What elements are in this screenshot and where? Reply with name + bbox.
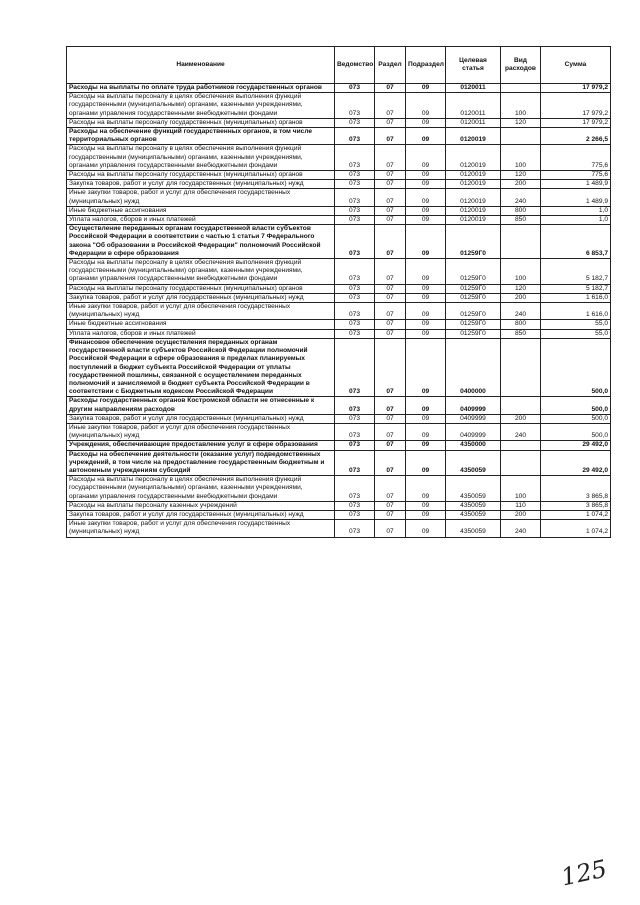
cell-section: 07 (375, 476, 406, 502)
cell-sum: 1 074,2 (541, 520, 611, 537)
cell-name: Закупка товаров, работ и услуг для государственных (муниципальных) нужд (67, 510, 335, 519)
cell-department: 073 (335, 171, 375, 180)
table-row (67, 225, 611, 259)
cell-name: Закупка товаров, работ и услуг для государственных (муниципальных) нужд (67, 293, 335, 302)
table-row (67, 180, 611, 189)
cell-sum: 29 492,0 (541, 441, 611, 450)
cell-name: Финансовое обеспечение осуществления переданных органам государственной власти субъектов Российской Федерации полномочий Российской Федерации в сфере образования в пределах планируемых поступлений в бюджет субъекта Российской Федерации от уплаты государственной пошлины, связанной с осуществлением переданных полномочий и зачисляемой в бюджет субъекта Российской Федерации в соответствии с Бюджетным кодексом Российской Федерации (67, 338, 335, 396)
cell-section: 07 (375, 338, 406, 396)
cell-sum: 500,0 (541, 423, 611, 440)
cell-subsection: 09 (406, 450, 446, 476)
cell-department: 073 (335, 128, 375, 145)
cell-section: 07 (375, 284, 406, 293)
cell-section: 07 (375, 414, 406, 423)
cell-subsection: 09 (406, 118, 446, 127)
cell-target: 0120011 (446, 93, 501, 119)
cell-department: 073 (335, 320, 375, 329)
cell-sum: 1 616,0 (541, 293, 611, 302)
cell-target: 4350059 (446, 520, 501, 537)
table-row (67, 338, 611, 396)
cell-kind: 800 (501, 206, 541, 215)
cell-target: 4350059 (446, 476, 501, 502)
cell-subsection: 09 (406, 338, 446, 396)
cell-subsection: 09 (406, 293, 446, 302)
cell-target: 01259Г0 (446, 329, 501, 338)
cell-target: 0120019 (446, 128, 501, 145)
cell-target: 0120019 (446, 216, 501, 225)
table-body (67, 84, 611, 538)
cell-section: 07 (375, 206, 406, 215)
cell-section: 07 (375, 501, 406, 510)
cell-sum: 500,0 (541, 397, 611, 414)
cell-sum: 500,0 (541, 414, 611, 423)
cell-section: 07 (375, 293, 406, 302)
cell-kind: 110 (501, 501, 541, 510)
cell-kind: 100 (501, 93, 541, 119)
table-row (67, 93, 611, 119)
cell-section: 07 (375, 441, 406, 450)
cell-section: 07 (375, 171, 406, 180)
cell-section: 07 (375, 259, 406, 285)
cell-subsection: 09 (406, 441, 446, 450)
cell-name: Расходы на выплаты персоналу в целях обеспечения выполнения функций государственными (муниципальными) органами, казенными учреждениями, органами управления государственными внебюджетными фондами (67, 259, 335, 285)
cell-name: Расходы на выплаты по оплате труда работников государственных органов (67, 84, 335, 93)
cell-name: Иные закупки товаров, работ и услуг для обеспечения государственных (муниципальных) нужд (67, 520, 335, 537)
table-row (67, 259, 611, 285)
cell-name: Учреждения, обеспечивающие предоставление услуг в сфере образования (67, 441, 335, 450)
cell-kind: 800 (501, 320, 541, 329)
table-row (67, 293, 611, 302)
cell-kind: 120 (501, 284, 541, 293)
cell-department: 073 (335, 118, 375, 127)
cell-target: 0120011 (446, 84, 501, 93)
cell-name: Закупка товаров, работ и услуг для государственных (муниципальных) нужд (67, 180, 335, 189)
cell-section: 07 (375, 189, 406, 206)
cell-department: 073 (335, 303, 375, 320)
cell-subsection: 09 (406, 510, 446, 519)
header-subsection: Подраздел (406, 47, 446, 84)
cell-name: Уплата налогов, сборов и иных платежей (67, 329, 335, 338)
cell-target: 0120011 (446, 118, 501, 127)
cell-subsection: 09 (406, 520, 446, 537)
cell-target: 0120019 (446, 189, 501, 206)
table-row (67, 84, 611, 93)
cell-subsection: 09 (406, 128, 446, 145)
cell-subsection: 09 (406, 206, 446, 215)
table-row (67, 414, 611, 423)
cell-subsection: 09 (406, 397, 446, 414)
cell-kind (501, 225, 541, 259)
cell-department: 073 (335, 397, 375, 414)
table-row (67, 441, 611, 450)
cell-department: 073 (335, 510, 375, 519)
cell-section: 07 (375, 303, 406, 320)
cell-sum: 5 182,7 (541, 259, 611, 285)
table-row (67, 303, 611, 320)
cell-name: Расходы на обеспечение деятельности (оказание услуг) подведомственных учреждений, в том числе на предоставление государственным бюджетным и автономным учреждениям субсидий (67, 450, 335, 476)
cell-subsection: 09 (406, 329, 446, 338)
cell-kind: 200 (501, 180, 541, 189)
table-row (67, 128, 611, 145)
table-row (67, 510, 611, 519)
cell-name: Расходы на обеспечение функций государственных органов, в том числе территориальных органов (67, 128, 335, 145)
cell-section: 07 (375, 93, 406, 119)
cell-section: 07 (375, 216, 406, 225)
cell-subsection: 09 (406, 225, 446, 259)
cell-department: 073 (335, 329, 375, 338)
cell-department: 073 (335, 441, 375, 450)
cell-kind: 100 (501, 476, 541, 502)
cell-name: Осуществление переданных органам государственной власти субъектов Российской Федерации в соответствии с частью 1 статьи 7 Федерального закона "Об образовании в Российской Федерации" полномочий Российской Федерации в сфере образования (67, 225, 335, 259)
cell-sum: 1,0 (541, 206, 611, 215)
cell-target: 0409999 (446, 414, 501, 423)
cell-kind: 200 (501, 293, 541, 302)
cell-name: Расходы на выплаты персоналу в целях обеспечения выполнения функций государственными (муниципальными) органами, казенными учреждениями, органами управления государственными внебюджетными фондами (67, 145, 335, 171)
cell-sum: 1 074,2 (541, 510, 611, 519)
cell-target: 0409999 (446, 397, 501, 414)
cell-kind: 100 (501, 145, 541, 171)
cell-target: 01259Г0 (446, 284, 501, 293)
cell-sum: 17 979,2 (541, 93, 611, 119)
cell-target: 0120019 (446, 180, 501, 189)
cell-name: Расходы государственных органов Костромской области не отнесенные к другим направлениям расходов (67, 397, 335, 414)
cell-subsection: 09 (406, 189, 446, 206)
cell-department: 073 (335, 520, 375, 537)
cell-sum: 55,0 (541, 320, 611, 329)
cell-target: 01259Г0 (446, 293, 501, 302)
cell-sum: 1,0 (541, 216, 611, 225)
table-header-row (67, 47, 611, 84)
header-target: Целевая статья (446, 47, 501, 84)
header-department: Ведомство (335, 47, 375, 84)
cell-department: 073 (335, 450, 375, 476)
cell-department: 073 (335, 338, 375, 396)
cell-name: Расходы на выплаты персоналу в целях обеспечения выполнения функций государственными (муниципальными) органами, казенными учреждениями, органами управления государственными внебюджетными фондами (67, 476, 335, 502)
table-row (67, 118, 611, 127)
cell-section: 07 (375, 510, 406, 519)
cell-target: 4350059 (446, 450, 501, 476)
cell-subsection: 09 (406, 259, 446, 285)
cell-department: 073 (335, 501, 375, 510)
cell-kind: 240 (501, 303, 541, 320)
cell-target: 0409999 (446, 423, 501, 440)
table-row (67, 171, 611, 180)
table-row (67, 320, 611, 329)
header-sum: Сумма (541, 47, 611, 84)
cell-target: 0120019 (446, 206, 501, 215)
cell-sum: 29 492,0 (541, 450, 611, 476)
cell-department: 073 (335, 414, 375, 423)
cell-sum: 55,0 (541, 329, 611, 338)
handwritten-page-number: 125 (558, 854, 610, 892)
cell-kind: 200 (501, 510, 541, 519)
cell-kind: 240 (501, 423, 541, 440)
cell-department: 073 (335, 206, 375, 215)
cell-section: 07 (375, 329, 406, 338)
table-row (67, 520, 611, 537)
cell-kind: 850 (501, 216, 541, 225)
cell-subsection: 09 (406, 476, 446, 502)
cell-sum: 500,0 (541, 338, 611, 396)
cell-kind: 120 (501, 171, 541, 180)
cell-name: Иные бюджетные ассигнования (67, 206, 335, 215)
cell-department: 073 (335, 476, 375, 502)
cell-subsection: 09 (406, 303, 446, 320)
cell-sum: 2 266,5 (541, 128, 611, 145)
table-row (67, 450, 611, 476)
cell-subsection: 09 (406, 501, 446, 510)
cell-kind: 120 (501, 118, 541, 127)
cell-section: 07 (375, 423, 406, 440)
cell-kind (501, 84, 541, 93)
table-row (67, 423, 611, 440)
cell-kind: 240 (501, 189, 541, 206)
table-row (67, 501, 611, 510)
table-row (67, 189, 611, 206)
cell-department: 073 (335, 284, 375, 293)
cell-department: 073 (335, 216, 375, 225)
table-row (67, 329, 611, 338)
cell-name: Иные закупки товаров, работ и услуг для обеспечения государственных (муниципальных) нужд (67, 303, 335, 320)
cell-name: Иные закупки товаров, работ и услуг для обеспечения государственных (муниципальных) нужд (67, 189, 335, 206)
table-row (67, 476, 611, 502)
cell-target: 4350059 (446, 501, 501, 510)
cell-name: Уплата налогов, сборов и иных платежей (67, 216, 335, 225)
cell-sum: 1 489,9 (541, 180, 611, 189)
table-row (67, 145, 611, 171)
cell-section: 07 (375, 145, 406, 171)
cell-section: 07 (375, 450, 406, 476)
table-row (67, 284, 611, 293)
cell-name: Иные бюджетные ассигнования (67, 320, 335, 329)
cell-subsection: 09 (406, 180, 446, 189)
cell-kind (501, 397, 541, 414)
cell-kind (501, 128, 541, 145)
cell-target: 01259Г0 (446, 225, 501, 259)
cell-department: 073 (335, 145, 375, 171)
cell-subsection: 09 (406, 171, 446, 180)
cell-name: Расходы на выплаты персоналу казенных учреждений (67, 501, 335, 510)
cell-sum: 3 865,8 (541, 501, 611, 510)
cell-subsection: 09 (406, 84, 446, 93)
table-row (67, 206, 611, 215)
cell-department: 073 (335, 84, 375, 93)
cell-target: 0400000 (446, 338, 501, 396)
cell-department: 073 (335, 180, 375, 189)
cell-target: 01259Г0 (446, 303, 501, 320)
cell-target: 4350059 (446, 510, 501, 519)
cell-sum: 1 489,9 (541, 189, 611, 206)
cell-section: 07 (375, 225, 406, 259)
header-name: Наименование (67, 47, 335, 84)
header-kind: Вид расходов (501, 47, 541, 84)
cell-section: 07 (375, 128, 406, 145)
cell-department: 073 (335, 259, 375, 285)
header-section: Раздел (375, 47, 406, 84)
cell-kind: 240 (501, 520, 541, 537)
cell-section: 07 (375, 520, 406, 537)
cell-sum: 6 853,7 (541, 225, 611, 259)
table-row (67, 397, 611, 414)
document-page (66, 46, 610, 538)
cell-name: Расходы на выплаты персоналу государственных (муниципальных) органов (67, 118, 335, 127)
cell-department: 073 (335, 423, 375, 440)
cell-sum: 775,6 (541, 171, 611, 180)
cell-kind: 850 (501, 329, 541, 338)
cell-department: 073 (335, 225, 375, 259)
cell-department: 073 (335, 293, 375, 302)
cell-subsection: 09 (406, 284, 446, 293)
cell-sum: 17 979,2 (541, 84, 611, 93)
cell-sum: 775,6 (541, 145, 611, 171)
cell-sum: 3 865,8 (541, 476, 611, 502)
cell-subsection: 09 (406, 145, 446, 171)
cell-name: Иные закупки товаров, работ и услуг для обеспечения государственных (муниципальных) нужд (67, 423, 335, 440)
cell-section: 07 (375, 118, 406, 127)
budget-table (66, 46, 611, 538)
cell-subsection: 09 (406, 320, 446, 329)
cell-name: Расходы на выплаты персоналу государственных (муниципальных) органов (67, 284, 335, 293)
cell-target: 4350000 (446, 441, 501, 450)
cell-sum: 5 182,7 (541, 284, 611, 293)
cell-section: 07 (375, 180, 406, 189)
cell-subsection: 09 (406, 423, 446, 440)
cell-target: 0120019 (446, 171, 501, 180)
table-row (67, 216, 611, 225)
cell-section: 07 (375, 84, 406, 93)
cell-kind (501, 450, 541, 476)
cell-subsection: 09 (406, 414, 446, 423)
cell-target: 01259Г0 (446, 259, 501, 285)
cell-sum: 17 979,2 (541, 118, 611, 127)
cell-department: 073 (335, 189, 375, 206)
cell-name: Расходы на выплаты персоналу государственных (муниципальных) органов (67, 171, 335, 180)
cell-kind: 100 (501, 259, 541, 285)
cell-department: 073 (335, 93, 375, 119)
cell-kind: 200 (501, 414, 541, 423)
cell-section: 07 (375, 397, 406, 414)
cell-subsection: 09 (406, 216, 446, 225)
cell-kind (501, 441, 541, 450)
cell-target: 0120019 (446, 145, 501, 171)
cell-section: 07 (375, 320, 406, 329)
cell-name: Расходы на выплаты персоналу в целях обеспечения выполнения функций государственными (муниципальными) органами, казенными учреждениями, органами управления государственными внебюджетными фондами (67, 93, 335, 119)
cell-name: Закупка товаров, работ и услуг для государственных (муниципальных) нужд (67, 414, 335, 423)
cell-kind (501, 338, 541, 396)
cell-sum: 1 616,0 (541, 303, 611, 320)
cell-target: 01259Г0 (446, 320, 501, 329)
cell-subsection: 09 (406, 93, 446, 119)
